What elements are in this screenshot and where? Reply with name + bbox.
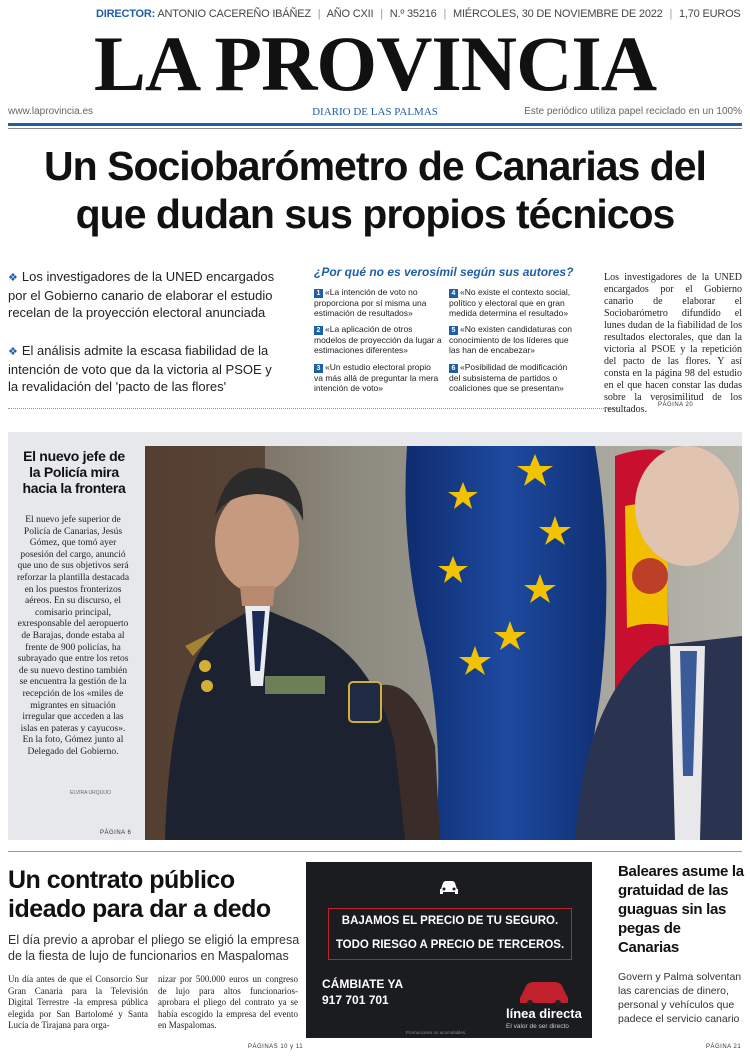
issue-price: 1,70 EUROS: [678, 8, 741, 20]
right-column-text: Los investigadores de la UNED encargados por el Gobierno canario de elaborar el Sociobarómetro difundido el lunes dudan de la fiabilidad de los resultados electorales, que dan la victoria al PSOE y la repetición del pacto de las flores. Y así consta en la página 98 del estudio en el que hacen constar las dudas sobre la verosimilitud de los resultados.: [604, 272, 742, 415]
contract-story-col1: Un día antes de que el Consorcio Sur Gran Canaria para la Televisión Digital Terrestre -la empresa pública elegida por San Bartolomé y Santa Lucía de Tirajana para orga-: [8, 974, 148, 1030]
masthead-rule: [8, 123, 742, 126]
contract-story-subhead: El día previo a aprobar el pliego se eligió la empresa de la fiesta de lujo de funcionarios en Maspalomas: [8, 933, 300, 963]
car-icon: [438, 880, 460, 896]
police-chief-photo[interactable]: [145, 446, 742, 840]
recycled-note: Este periódico utiliza papel reciclado en un 100%: [524, 106, 742, 117]
reason-item: 6 «Posibilidad de modificación del subsistema de partidos o coaliciones que se presentan»: [449, 362, 568, 393]
ad-line-2: TODO RIESGO A PRECIO DE TERCEROS.: [335, 939, 565, 951]
why-box-title: ¿Por qué no es verosímil según sus autores?: [314, 265, 574, 279]
page-reference[interactable]: PÁGINA 21: [706, 1044, 742, 1050]
photo-illustration: [145, 446, 742, 840]
reason-item: 3 «Un estudio electoral propio va más allá de preguntar la mera intención de voto»: [314, 362, 439, 393]
year-label: AÑO CXII: [326, 8, 374, 20]
baleares-story-headline[interactable]: Baleares asume la gratuidad de las guaguas sin las pegas de Canarias: [618, 863, 744, 956]
masthead-subtitle: DIARIO DE LAS PALMAS: [312, 106, 438, 118]
lead-bullet: ❖ Los investigadores de la UNED encargados por el Gobierno canario de elaborar el estudio recelan de la proyección electoral anunciada: [8, 269, 275, 320]
reason-item: 5 «No existen candidaturas con conocimiento de los líderes que las han de encabezar»: [449, 324, 572, 355]
contract-story-col2: nizar por 500.000 euros un congreso de lujo para altos funcionarios- aprobara el pliego del contrato ya se había escogido la empresa del evento en Maspalomas.: [158, 974, 298, 1030]
lead-bullet: ❖ El análisis admite la escasa fiabilidad de la intención de voto que da la victoria al PSOE y la revalidación del 'pacto de las flores': [8, 343, 272, 394]
ad-message-box: [328, 908, 572, 960]
masthead-rule-thin: [8, 128, 742, 129]
contract-story-headline[interactable]: Un contrato público ideado para dar a dedo: [8, 866, 271, 923]
ad-tagline: El valor de ser directo: [506, 1023, 569, 1030]
director-name: ANTONIO CACEREÑO IBÁÑEZ: [157, 8, 311, 20]
section-divider: [8, 408, 620, 409]
diamond-bullet-icon: ❖: [8, 272, 18, 284]
director-label: DIRECTOR:: [96, 8, 156, 20]
ad-fineprint: Promociones no acumulables.: [406, 1030, 467, 1035]
page-reference[interactable]: PÁGINA 20: [658, 402, 694, 408]
main-headline[interactable]: Un Sociobarómetro de Canarias del que dudan sus propios técnicos: [44, 143, 706, 237]
issue-date: MIÉRCOLES, 30 DE NOVIEMBRE DE 2022: [452, 8, 663, 20]
baleares-story-text: Govern y Palma solventan las carencias de dinero, personal y vehículos que padece el servicio canario: [618, 971, 742, 1025]
masthead-logo: LA PROVINCIA: [93, 20, 657, 107]
reason-item: 4 «No existe el contexto social, político y electoral que en gran medida determina el resultado»: [449, 287, 571, 318]
reason-item: 2 «La aplicación de otros modelos de proyección da lugar a estimaciones diferentes»: [314, 324, 442, 355]
page-reference[interactable]: PÁGINAS 10 y 11: [248, 1044, 304, 1050]
ad-brand: línea directa: [506, 1006, 582, 1021]
photo-story-title[interactable]: El nuevo jefe de la Policía mira hacia la frontera: [22, 448, 126, 496]
ad-line-1: BAJAMOS EL PRECIO DE TU SEGURO.: [341, 915, 559, 927]
top-info-bar: DIRECTOR: ANTONIO CACEREÑO IBÁÑEZ | AÑO CXII | N.º 35216 | MIÉRCOLES, 30 DE NOVIEMBRE DE 2022 | 1,70 EUROS: [96, 8, 741, 20]
issue-number: N.º 35216: [389, 8, 437, 20]
red-phone-car-icon: [514, 976, 574, 1006]
website-link[interactable]: www.laprovincia.es: [8, 106, 94, 117]
ad-cta-text: CÁMBIATE YA: [322, 977, 404, 991]
ad-phone: 917 701 701: [322, 993, 389, 1007]
section-divider: [8, 851, 742, 852]
photo-credit: ELVIRA URQUIJO: [70, 790, 112, 796]
insurance-advert[interactable]: [306, 862, 592, 1038]
reason-item: 1 «La intención de voto no proporciona por sí misma una estimación de resultados»: [314, 287, 427, 318]
page-reference[interactable]: PÁGINA 6: [100, 830, 132, 836]
diamond-bullet-icon: ❖: [8, 346, 18, 358]
masthead-subrow: [8, 106, 742, 120]
ad-cta[interactable]: [322, 976, 403, 1008]
photo-story-text: El nuevo jefe superior de Policía de Canarias, Jesús Gómez, que tomó ayer posesión del cargo, anunció que uno de sus objetivos será reforzar la plantilla destacada en los puestos fronterizos aéreos. En su discurso, el comisario principal, exresponsable del aeropuerto de Barajas, donde estaba al frente de 900 policías, ha subrayado que entre los retos de su nuevo destino también se encuentra la gestión de la recepción de los «miles de migrantes en situación irregular que acceden a las islas en pateras y cayucos». En la foto, Gómez junto al Delegado del Gobierno.: [16, 515, 130, 757]
